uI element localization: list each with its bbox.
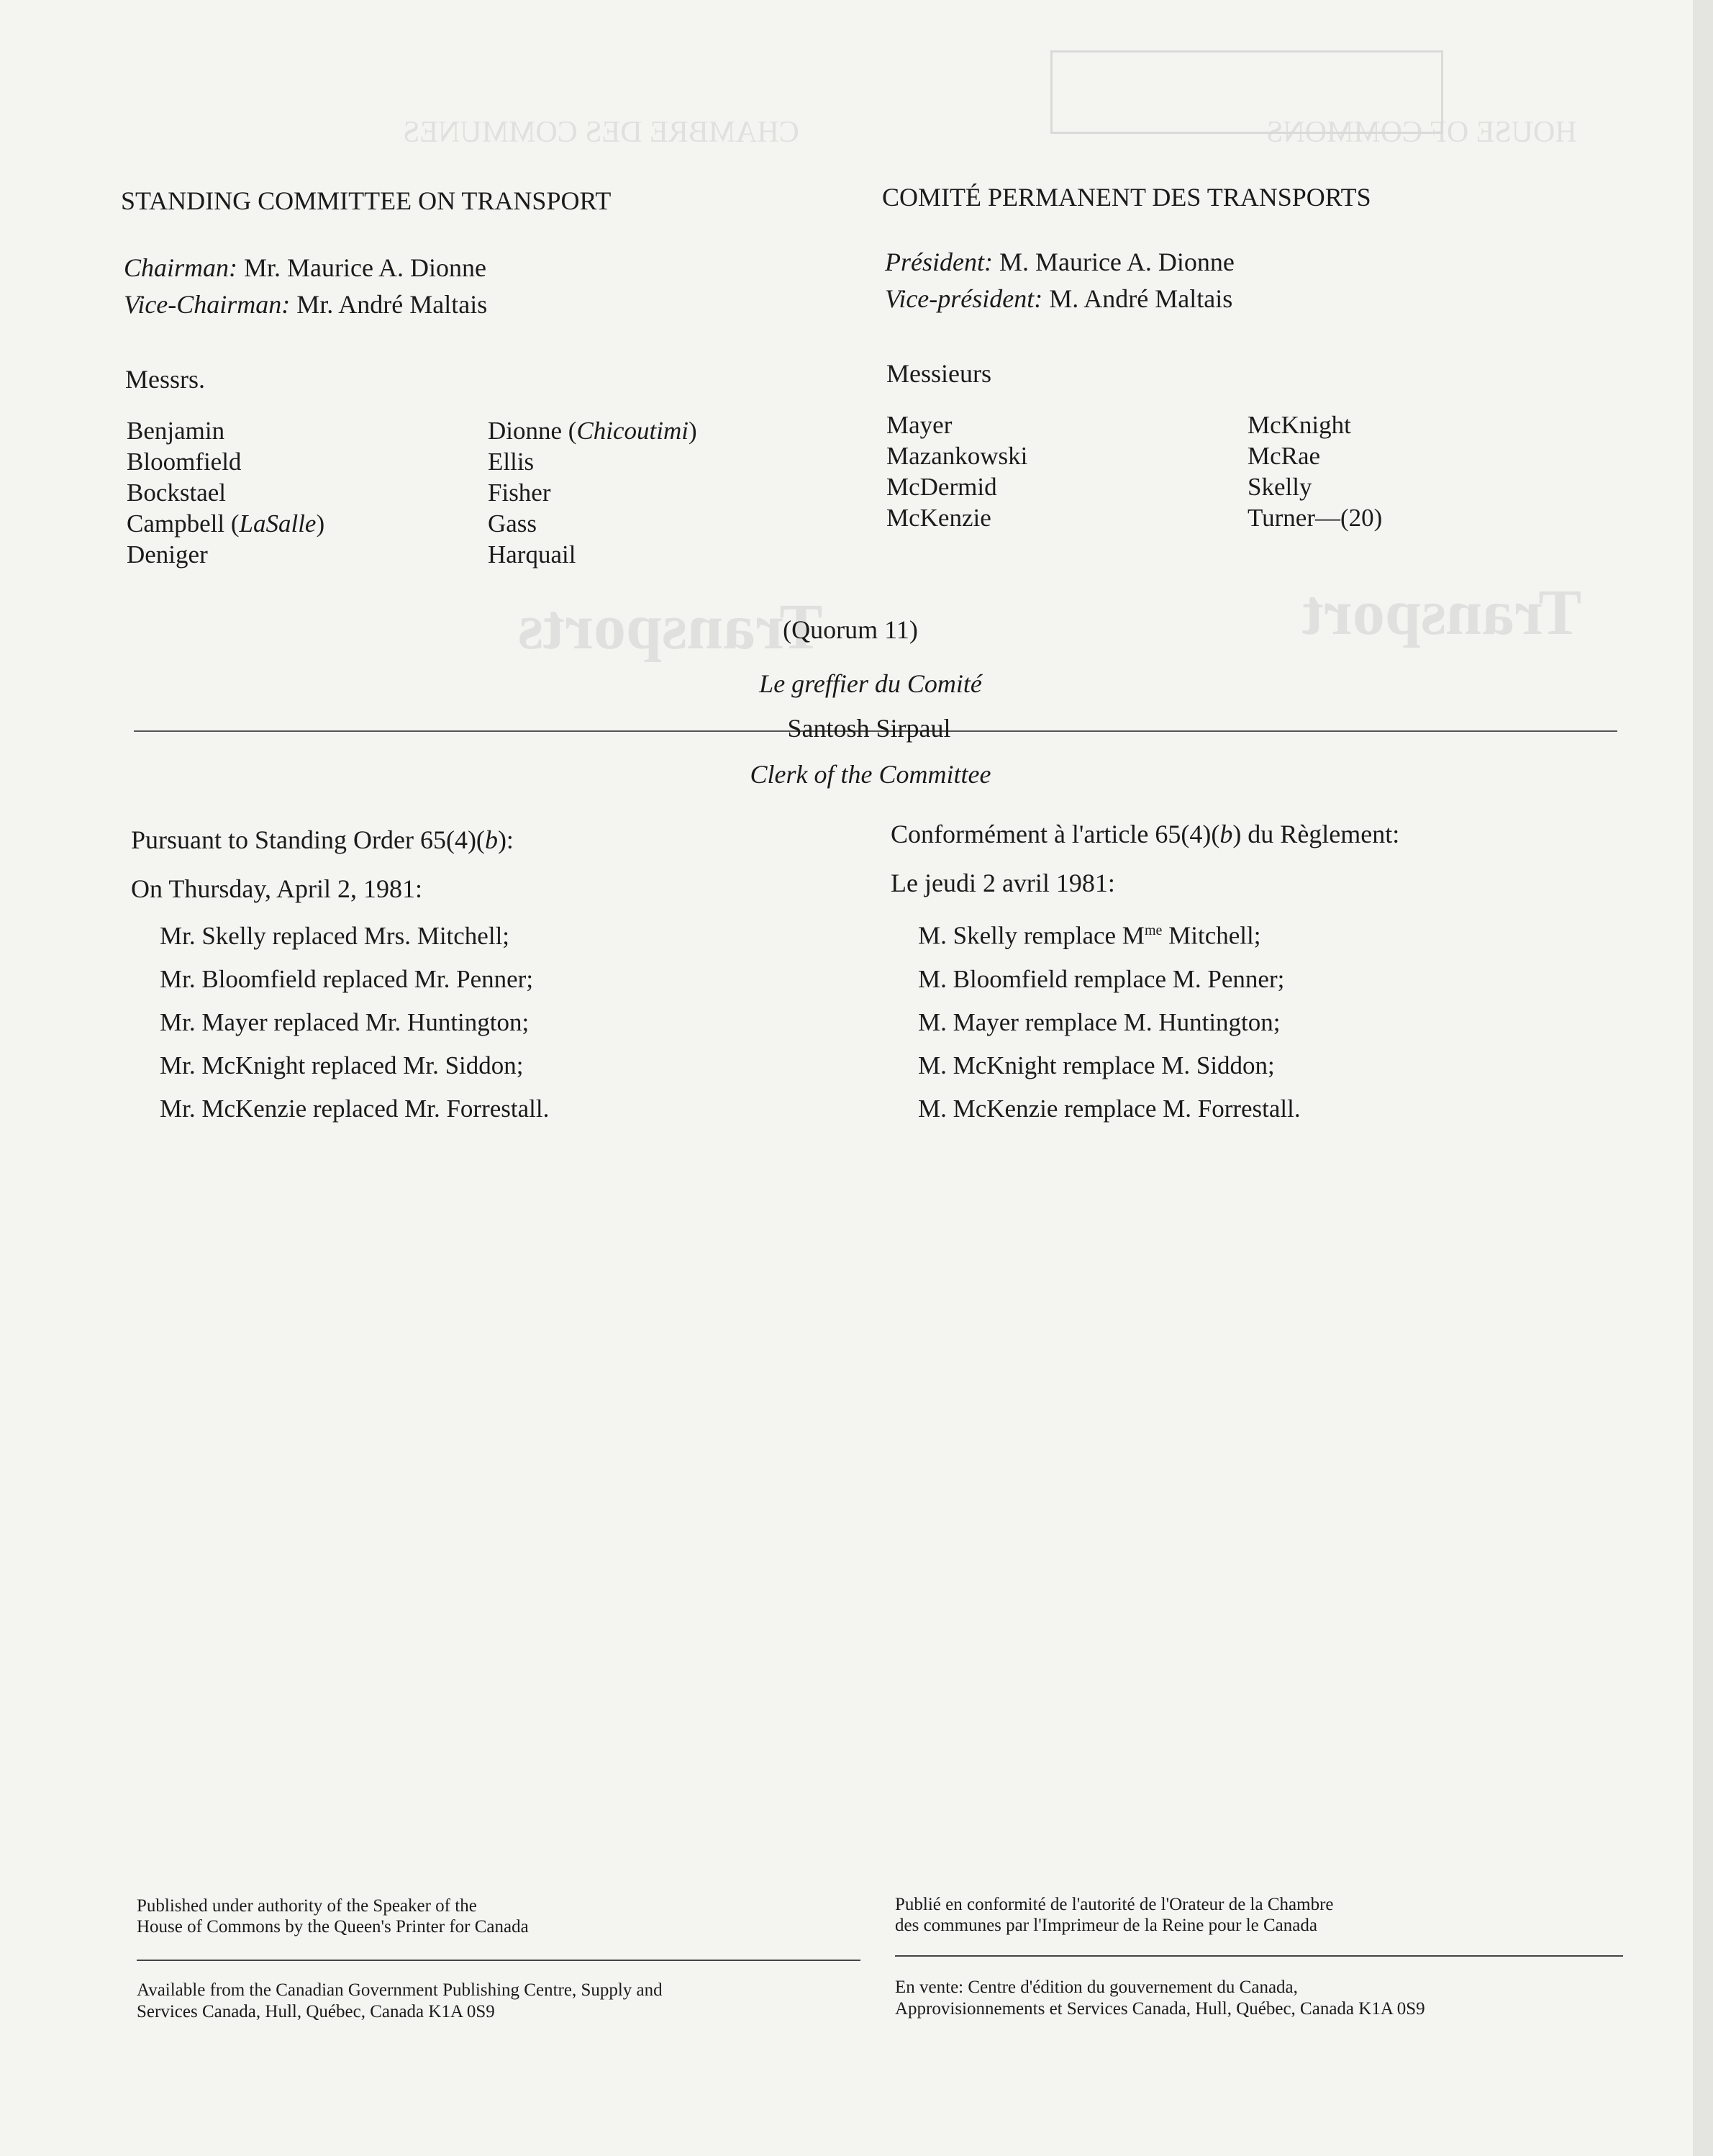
substitutions-fr: [918, 909, 1301, 1131]
substitution-item: M. Skelly remplace $M^{me}$ Mitchell;: [918, 921, 1261, 950]
vice-president-name-fr: M. André Maltais: [1049, 284, 1233, 313]
member-name: Gass: [488, 509, 537, 538]
standing-order-fr: Conformément à l'article 65(4)(b) du Règlement:: [891, 820, 1400, 848]
members-list-en-col1: [127, 415, 324, 570]
member-name: Harquail: [488, 540, 576, 569]
members-heading-fr: Messieurs: [886, 359, 991, 388]
committee-title-en: STANDING COMMITTEE ON TRANSPORT: [121, 186, 612, 215]
substitutions-en: [160, 915, 549, 1131]
vice-president-line-fr: [885, 283, 1232, 314]
available-fr-line2: Approvisionnements et Services Canada, Hull, Québec, Canada K1A 0S9: [895, 1999, 1425, 2019]
chairman-label-en: Chairman:: [124, 253, 238, 282]
page-edge: [1693, 0, 1713, 2156]
member-name: Dionne (Chicoutimi): [488, 417, 697, 445]
member-name: Turner—(20): [1248, 504, 1383, 532]
members-heading-en: Messrs.: [125, 365, 206, 394]
published-en-line2: House of Commons by the Queen's Printer for Canada: [137, 1917, 529, 1937]
available-en-line2: Services Canada, Hull, Québec, Canada K1A 0S9: [137, 2002, 495, 2021]
substitution-item: M. Bloomfield remplace M. Penner;: [918, 964, 1285, 993]
vice-chairman-label-en: Vice-Chairman:: [124, 290, 291, 319]
substitution-item: M. McKenzie remplace M. Forrestall.: [918, 1094, 1301, 1123]
member-name: Mazankowski: [886, 442, 1028, 470]
date-fr: Le jeudi 2 avril 1981:: [891, 869, 1115, 897]
date-en: On Thursday, April 2, 1981:: [131, 874, 422, 903]
members-list-fr-col2: [1248, 409, 1382, 533]
quorum: (Quorum 11): [783, 615, 918, 644]
president-label-fr: Président:: [885, 248, 993, 276]
footer-rule-left: [137, 1960, 860, 1961]
available-fr-line1: En vente: Centre d'édition du gouvernement du Canada,: [895, 1978, 1298, 1997]
clerk-label-en: Clerk of the Committee: [750, 760, 991, 789]
available-en-line1: Available from the Canadian Government Publishing Centre, Supply and: [137, 1980, 663, 2000]
member-name: Campbell (LaSalle): [127, 509, 325, 538]
clerk-label-fr: Le greffier du Comité: [759, 669, 982, 698]
member-name: Ellis: [488, 448, 535, 476]
vice-chairman-line-en: [124, 289, 487, 320]
member-name: Deniger: [127, 540, 208, 569]
member-name: Skelly: [1248, 473, 1312, 501]
member-name: Bloomfield: [127, 448, 242, 476]
chairman-name-en: Mr. Maurice A. Dionne: [244, 253, 486, 282]
published-en-line1: Published under authority of the Speaker of the: [137, 1896, 477, 1916]
vice-president-label-fr: Vice-président:: [885, 284, 1043, 313]
member-name: McKnight: [1248, 411, 1351, 439]
substitution-item: Mr. McKenzie replaced Mr. Forrestall.: [160, 1095, 550, 1123]
members-list-fr-col1: [886, 409, 1027, 533]
member-name: McRae: [1248, 442, 1321, 470]
president-name-fr: M. Maurice A. Dionne: [999, 248, 1235, 276]
substitution-item: Mr. Mayer replaced Mr. Huntington;: [160, 1008, 530, 1036]
published-fr-line2: des communes par l'Imprimeur de la Reine pour le Canada: [895, 1916, 1317, 1935]
president-line-fr: [885, 246, 1235, 278]
substitution-item: Mr. McKnight replaced Mr. Siddon;: [160, 1051, 524, 1079]
member-name: Fisher: [488, 479, 551, 507]
committee-title-fr: COMITÉ PERMANENT DES TRANSPORTS: [882, 183, 1371, 212]
vice-chairman-name-en: Mr. André Maltais: [296, 290, 488, 319]
member-name: Mayer: [886, 411, 953, 439]
member-name: Bockstael: [127, 479, 227, 507]
members-list-en-col2: [488, 415, 697, 570]
member-name: McDermid: [886, 473, 997, 501]
substitution-item: Mr. Bloomfield replaced Mr. Penner;: [160, 965, 534, 993]
show-through-decoration: CHAMBRE DES COMMUNES HOUSE OF COMMONS Transports Transport: [0, 0, 1713, 2156]
substitution-item: M. Mayer remplace M. Huntington;: [918, 1007, 1281, 1036]
substitution-item: M. McKnight remplace M. Siddon;: [918, 1051, 1275, 1079]
substitution-item: Mr. Skelly replaced Mrs. Mitchell;: [160, 922, 510, 950]
chairman-line-en: [124, 252, 486, 284]
member-name: McKenzie: [886, 504, 991, 532]
footer-rule-right: [895, 1955, 1623, 1957]
clerk-name: Santosh Sirpaul: [787, 714, 951, 743]
published-fr-line1: Publié en conformité de l'autorité de l'Orateur de la Chambre: [895, 1895, 1334, 1914]
member-name: Benjamin: [127, 417, 225, 445]
standing-order-en: Pursuant to Standing Order 65(4)(b):: [131, 825, 514, 854]
